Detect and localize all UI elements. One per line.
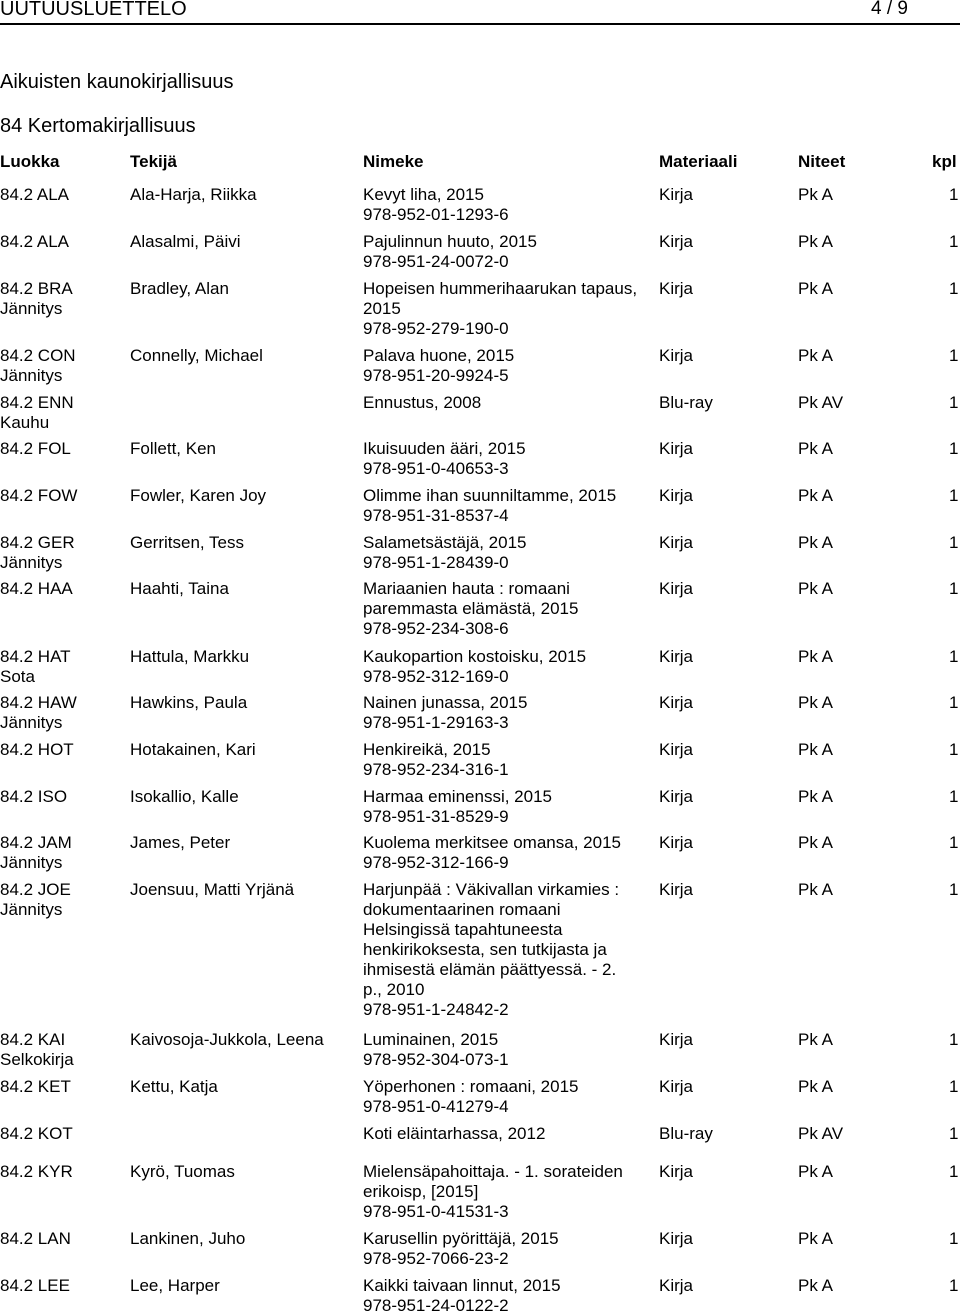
cell-nimeke: Ennustus, 2008 xyxy=(363,393,482,412)
col-nimeke: Nimeke xyxy=(363,152,424,171)
cell-nimeke: Ikuisuuden ääri, 2015 978-951-0-40653-3 xyxy=(363,439,526,478)
cell-niteet: Pk A xyxy=(798,647,833,666)
cell-luokka: 84.2 KOT xyxy=(0,1124,73,1143)
cell-luokka: 84.2 JAM Jännitys xyxy=(0,833,72,872)
cell-kpl: 1 xyxy=(949,787,959,806)
cell-niteet: Pk A xyxy=(798,346,833,365)
cell-kpl: 1 xyxy=(949,693,959,712)
cell-tekija: James, Peter xyxy=(130,833,231,852)
cell-niteet: Pk AV xyxy=(798,393,844,412)
cell-kpl: 1 xyxy=(949,486,959,505)
cell-materiaali: Kirja xyxy=(659,833,694,852)
cell-nimeke: Harjunpää : Väkivallan virkamies : dokumentaarinen romaani Helsingissä tapahtuneesta henkirikoksesta, sen tutkijasta ja ihmisestä elämän päättyessä. - 2. p., 2010 978-951-1-24842-2 xyxy=(363,880,620,1019)
cell-niteet: Pk A xyxy=(798,1030,833,1049)
cell-nimeke: Yöperhonen : romaani, 2015 978-951-0-41279-4 xyxy=(363,1077,579,1116)
cell-tekija: Joensuu, Matti Yrjänä xyxy=(130,880,295,899)
cell-niteet: Pk A xyxy=(798,833,833,852)
subcategory-heading: 84 Kertomakirjallisuus xyxy=(0,115,196,137)
cell-materiaali: Kirja xyxy=(659,1162,694,1181)
cell-luokka: 84.2 KET xyxy=(0,1077,71,1096)
cell-tekija: Bradley, Alan xyxy=(130,279,229,298)
cell-luokka: 84.2 BRA Jännitys xyxy=(0,279,73,318)
cell-niteet: Pk A xyxy=(798,1276,833,1295)
cell-nimeke: Mielensäpahoittaja. - 1. sorateiden erikoisp, [2015] 978-951-0-41531-3 xyxy=(363,1162,623,1221)
cell-luokka: 84.2 CON Jännitys xyxy=(0,346,76,385)
cell-nimeke: Karusellin pyörittäjä, 2015 978-952-7066-23-2 xyxy=(363,1229,559,1268)
cell-niteet: Pk A xyxy=(798,693,833,712)
cell-niteet: Pk A xyxy=(798,232,833,251)
cell-niteet: Pk AV xyxy=(798,1124,844,1143)
cell-nimeke: Koti eläintarhassa, 2012 xyxy=(363,1124,546,1143)
cell-luokka: 84.2 HAW Jännitys xyxy=(0,693,77,732)
cell-materiaali: Kirja xyxy=(659,533,694,552)
cell-tekija: Follett, Ken xyxy=(130,439,216,458)
cell-luokka: 84.2 GER Jännitys xyxy=(0,533,75,572)
cell-niteet: Pk A xyxy=(798,787,833,806)
col-kpl: kpl xyxy=(932,152,957,171)
cell-nimeke: Salametsästäjä, 2015 978-951-1-28439-0 xyxy=(363,533,527,572)
cell-nimeke: Mariaanien hauta : romaani paremmasta elämästä, 2015 978-952-234-308-6 xyxy=(363,579,579,638)
cell-kpl: 1 xyxy=(949,647,959,666)
cell-niteet: Pk A xyxy=(798,880,833,899)
col-materiaali: Materiaali xyxy=(659,152,738,171)
cell-niteet: Pk A xyxy=(798,1077,833,1096)
cell-kpl: 1 xyxy=(949,533,959,552)
cell-nimeke: Olimme ihan suunniltamme, 2015 978-951-31-8537-4 xyxy=(363,486,617,525)
cell-luokka: 84.2 HOT xyxy=(0,740,74,759)
category-heading: Aikuisten kaunokirjallisuus xyxy=(0,71,234,93)
cell-materiaali: Kirja xyxy=(659,1077,694,1096)
cell-kpl: 1 xyxy=(949,439,959,458)
cell-tekija: Gerritsen, Tess xyxy=(130,533,245,552)
cell-kpl: 1 xyxy=(949,1276,959,1295)
cell-nimeke: Pajulinnun huuto, 2015 978-951-24-0072-0 xyxy=(363,232,537,271)
cell-tekija: Ala-Harja, Riikka xyxy=(130,185,257,204)
cell-tekija: Kyrö, Tuomas xyxy=(130,1162,235,1181)
cell-nimeke: Henkireikä, 2015 978-952-234-316-1 xyxy=(363,740,509,779)
cell-luokka: 84.2 JOE Jännitys xyxy=(0,880,71,919)
cell-kpl: 1 xyxy=(949,232,959,251)
cell-nimeke: Luminainen, 2015 978-952-304-073-1 xyxy=(363,1030,509,1069)
cell-tekija: Hotakainen, Kari xyxy=(130,740,256,759)
cell-luokka: 84.2 ENN Kauhu xyxy=(0,393,74,432)
cell-nimeke: Kuolema merkitsee omansa, 2015 978-952-312-166-9 xyxy=(363,833,621,872)
cell-tekija: Kaivosoja-Jukkola, Leena xyxy=(130,1030,324,1049)
cell-nimeke: Kaikki taivaan linnut, 2015 978-951-24-0122-2 xyxy=(363,1276,561,1315)
cell-luokka: 84.2 ALA xyxy=(0,232,70,251)
cell-tekija: Hattula, Markku xyxy=(130,647,250,666)
cell-luokka: 84.2 HAT Sota xyxy=(0,647,71,686)
cell-niteet: Pk A xyxy=(798,579,833,598)
cell-kpl: 1 xyxy=(949,579,959,598)
cell-luokka: 84.2 LEE xyxy=(0,1276,70,1295)
document-title: UUTUUSLUETTELO xyxy=(0,0,187,20)
cell-niteet: Pk A xyxy=(798,740,833,759)
cell-kpl: 1 xyxy=(949,1077,959,1096)
cell-nimeke: Nainen junassa, 2015 978-951-1-29163-3 xyxy=(363,693,528,732)
cell-niteet: Pk A xyxy=(798,1162,833,1181)
cell-materiaali: Kirja xyxy=(659,1229,694,1248)
cell-materiaali: Kirja xyxy=(659,693,694,712)
cell-nimeke: Palava huone, 2015 978-951-20-9924-5 xyxy=(363,346,515,385)
cell-niteet: Pk A xyxy=(798,439,833,458)
page-number: 4 / 9 xyxy=(871,0,908,19)
cell-nimeke: Kevyt liha, 2015 978-952-01-1293-6 xyxy=(363,185,509,224)
cell-kpl: 1 xyxy=(949,880,959,899)
cell-materiaali: Kirja xyxy=(659,1276,694,1295)
cell-luokka: 84.2 FOL xyxy=(0,439,71,458)
cell-kpl: 1 xyxy=(949,279,959,298)
cell-niteet: Pk A xyxy=(798,185,833,204)
cell-kpl: 1 xyxy=(949,393,959,412)
cell-luokka: 84.2 KYR xyxy=(0,1162,73,1181)
cell-kpl: 1 xyxy=(949,1229,959,1248)
cell-materiaali: Kirja xyxy=(659,232,694,251)
cell-materiaali: Blu-ray xyxy=(659,393,713,412)
cell-materiaali: Kirja xyxy=(659,579,694,598)
cell-niteet: Pk A xyxy=(798,486,833,505)
cell-materiaali: Kirja xyxy=(659,185,694,204)
cell-tekija: Hawkins, Paula xyxy=(130,693,248,712)
cell-luokka: 84.2 ALA xyxy=(0,185,70,204)
cell-materiaali: Kirja xyxy=(659,279,694,298)
cell-materiaali: Kirja xyxy=(659,880,694,899)
cell-kpl: 1 xyxy=(949,833,959,852)
cell-luokka: 84.2 ISO xyxy=(0,787,68,806)
cell-materiaali: Kirja xyxy=(659,346,694,365)
cell-materiaali: Kirja xyxy=(659,740,694,759)
cell-tekija: Isokallio, Kalle xyxy=(130,787,239,806)
cell-materiaali: Kirja xyxy=(659,486,694,505)
cell-materiaali: Kirja xyxy=(659,1030,694,1049)
cell-materiaali: Kirja xyxy=(659,439,694,458)
cell-nimeke: Kaukopartion kostoisku, 2015 978-952-312-169-0 xyxy=(363,647,587,686)
col-luokka: Luokka xyxy=(0,152,60,171)
header-divider xyxy=(0,23,960,25)
cell-kpl: 1 xyxy=(949,346,959,365)
column-header-row xyxy=(0,152,960,174)
cell-kpl: 1 xyxy=(949,185,959,204)
cell-nimeke: Hopeisen hummerihaarukan tapaus, 2015 978-952-279-190-0 xyxy=(363,279,638,338)
cell-nimeke: Harmaa eminenssi, 2015 978-951-31-8529-9 xyxy=(363,787,552,826)
cell-tekija: Lankinen, Juho xyxy=(130,1229,246,1248)
cell-luokka: 84.2 LAN xyxy=(0,1229,71,1248)
cell-kpl: 1 xyxy=(949,740,959,759)
cell-luokka: 84.2 FOW xyxy=(0,486,78,505)
cell-tekija: Connelly, Michael xyxy=(130,346,263,365)
cell-tekija: Alasalmi, Päivi xyxy=(130,232,241,251)
cell-materiaali: Blu-ray xyxy=(659,1124,713,1143)
cell-tekija: Fowler, Karen Joy xyxy=(130,486,267,505)
cell-kpl: 1 xyxy=(949,1162,959,1181)
cell-tekija: Kettu, Katja xyxy=(130,1077,218,1096)
col-tekija: Tekijä xyxy=(130,152,177,171)
col-niteet: Niteet xyxy=(798,152,846,171)
cell-luokka: 84.2 HAA xyxy=(0,579,73,598)
cell-materiaali: Kirja xyxy=(659,787,694,806)
cell-niteet: Pk A xyxy=(798,1229,833,1248)
cell-niteet: Pk A xyxy=(798,279,833,298)
cell-kpl: 1 xyxy=(949,1124,959,1143)
cell-kpl: 1 xyxy=(949,1030,959,1049)
cell-tekija: Lee, Harper xyxy=(130,1276,220,1295)
cell-materiaali: Kirja xyxy=(659,647,694,666)
cell-niteet: Pk A xyxy=(798,533,833,552)
cell-tekija: Haahti, Taina xyxy=(130,579,229,598)
cell-luokka: 84.2 KAI Selkokirja xyxy=(0,1030,74,1069)
